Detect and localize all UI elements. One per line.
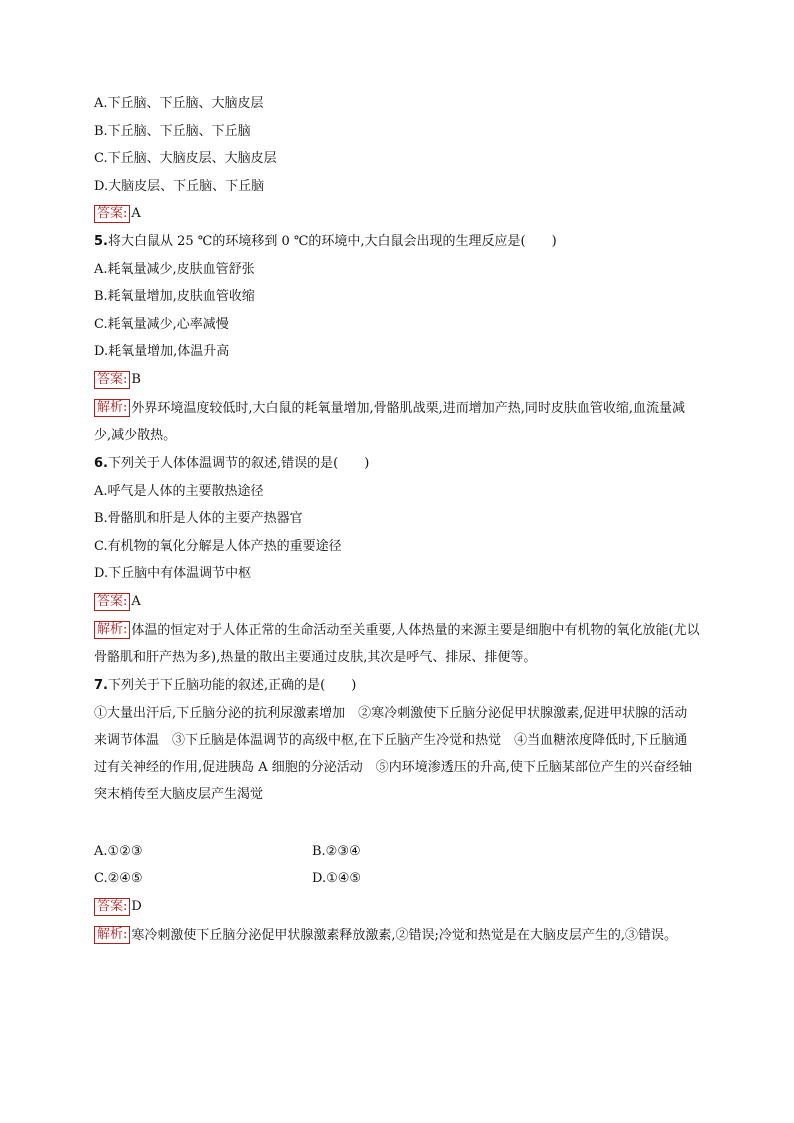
q5-stem-line — [94, 233, 557, 251]
explanation-text: 寒冷刺激使下丘脑分泌促甲状腺激素释放激素,②错误;冷觉和热觉是在大脑皮层产生的,③错误。 — [131, 928, 678, 943]
q5-explanation — [94, 395, 700, 449]
question-stem: 将大白鼠从 25 ℃的环境移到 0 ℃的环境中,大白鼠会出现的生理反应是( ) — [107, 234, 557, 249]
explanation-tag: 解析: — [94, 621, 130, 639]
q6-explanation — [94, 617, 700, 671]
question-stem: 下列关于下丘脑功能的叙述,正确的是( ) — [107, 678, 357, 693]
q6-option-d: D.下丘脑中有体温调节中枢 — [94, 566, 252, 581]
answer-tag: 答案: — [94, 898, 130, 916]
answer-value: A — [131, 594, 141, 609]
answer-value: D — [131, 899, 142, 914]
answer-tag: 答案: — [94, 205, 130, 223]
q7-option-c: C.②④⑤ — [94, 871, 143, 886]
q5-option-c: C.耗氧量减少,心率减慢 — [94, 317, 229, 332]
q4-option-d: D.大脑皮层、下丘脑、下丘脑 — [94, 179, 265, 194]
q4-option-a: A.下丘脑、下丘脑、大脑皮层 — [94, 96, 264, 111]
q4-option-b: B.下丘脑、下丘脑、下丘脑 — [94, 124, 251, 139]
q7-stem-line — [94, 677, 356, 695]
q5-option-d: D.耗氧量增加,体温升高 — [94, 344, 230, 359]
q7-option-b: B.②③④ — [312, 844, 361, 859]
q4-option-c: C.下丘脑、大脑皮层、大脑皮层 — [94, 151, 277, 166]
q7-option-row-1 — [94, 843, 361, 861]
question-number: 6. — [94, 456, 108, 471]
q6-option-a: A.呼气是人体的主要散热途径 — [94, 484, 264, 499]
q6-option-c: C.有机物的氧化分解是人体产热的重要途径 — [94, 539, 342, 554]
q6-answer — [94, 593, 141, 611]
explanation-text: 体温的恒定对于人体正常的生命活动至关重要,人体热量的来源主要是细胞中有机物的氧化放能(尤以骨骼肌和肝产热为多),热量的散出主要通过皮肤,其次是呼气、排尿、排便等。 — [94, 623, 700, 665]
question-number: 7. — [94, 678, 108, 693]
q7-option-a: A.①②③ — [94, 844, 143, 859]
explanation-tag: 解析: — [94, 926, 130, 944]
q7-option-d: D.①④⑤ — [312, 871, 362, 886]
q7-answer — [94, 898, 142, 916]
q5-option-b: B.耗氧量增加,皮肤血管收缩 — [94, 289, 255, 304]
q4-answer — [94, 205, 141, 223]
explanation-text: 外界环境温度较低时,大白鼠的耗氧量增加,骨骼肌战栗,进而增加产热,同时皮肤血管收缩,血流量减少,减少散热。 — [94, 401, 686, 443]
q5-option-a: A.耗氧量减少,皮肤血管舒张 — [94, 262, 255, 277]
explanation-tag: 解析: — [94, 399, 130, 417]
q6-stem-line — [94, 455, 369, 473]
question-stem: 下列关于人体体温调节的叙述,错误的是( ) — [107, 456, 370, 471]
answer-tag: 答案: — [94, 371, 130, 389]
q7-statements: ①大量出汗后,下丘脑分泌的抗利尿激素增加 ②寒冷刺激使下丘脑分泌促甲状腺激素,促进甲状腺的活动来调节体温 ③下丘脑是体温调节的高级中枢,在下丘脑产生冷觉和热觉 ④当血糖浓度降低时,下丘脑通过有关神经的作用,促进胰岛 A 细胞的分泌活动 ⑤内环境渗透压的升高,使下丘脑某部位产生的兴奋经轴突末梢传至大脑皮层产生渴觉 — [94, 706, 692, 802]
answer-value: B — [131, 372, 141, 387]
q7-option-row-2 — [94, 870, 362, 888]
answer-value: A — [131, 206, 141, 221]
q7-explanation — [94, 922, 700, 949]
q5-answer — [94, 371, 141, 389]
q6-option-b: B.骨骼肌和肝是人体的主要产热器官 — [94, 511, 303, 526]
answer-tag: 答案: — [94, 593, 130, 611]
question-number: 5. — [94, 234, 108, 249]
